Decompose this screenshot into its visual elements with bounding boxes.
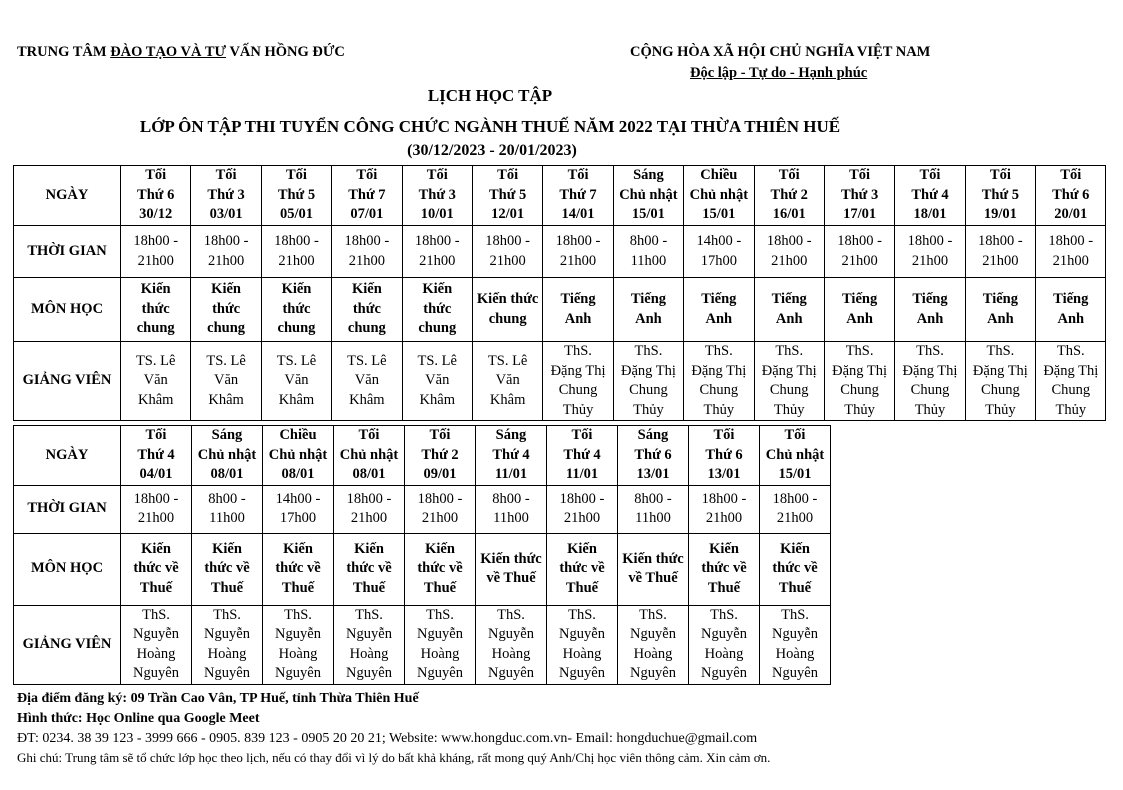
subject-cell: Tiếng Anh xyxy=(754,278,824,342)
day-cell: Sáng Chủ nhật 08/01 xyxy=(192,426,263,486)
day-cell: Tối Chủ nhật 08/01 xyxy=(334,426,405,486)
time-cell: 18h00 - 21h00 xyxy=(895,226,965,278)
row-teacher xyxy=(14,342,1106,421)
day-cell: Tối Thứ 7 07/01 xyxy=(332,166,402,226)
teacher-cell: TS. Lê Văn Khâm xyxy=(402,342,472,421)
footer-note: Ghi chú: Trung tâm sẽ tổ chức lớp học theo lịch, nếu có thay đổi vì lý do bất khả kháng, rất mong quý Anh/Chị học viên thông cảm. Xin cảm ơn. xyxy=(17,750,771,765)
teacher-cell: TS. Lê Văn Khâm xyxy=(332,342,402,421)
teacher-cell: ThS. Nguyễn Hoàng Nguyên xyxy=(121,605,192,684)
teacher-cell: ThS. Đặng Thị Chung Thủy xyxy=(824,342,894,421)
subject-cell: Tiếng Anh xyxy=(895,278,965,342)
time-cell: 14h00 - 17h00 xyxy=(684,226,754,278)
subject-cell: Kiến thức về Thuế xyxy=(405,533,476,605)
day-cell: Tối Thứ 4 18/01 xyxy=(895,166,965,226)
row-subject xyxy=(14,533,831,605)
time-cell: 18h00 - 21h00 xyxy=(334,485,405,533)
day-cell: Tối Chủ nhật 15/01 xyxy=(760,426,831,486)
teacher-cell: ThS. Đặng Thị Chung Thủy xyxy=(613,342,683,421)
day-cell: Tối Thứ 6 13/01 xyxy=(689,426,760,486)
teacher-cell: ThS. Đặng Thị Chung Thủy xyxy=(754,342,824,421)
teacher-cell: ThS. Nguyễn Hoàng Nguyên xyxy=(760,605,831,684)
nation-heading: CỘNG HÒA XÃ HỘI CHỦ NGHĨA VIỆT NAM xyxy=(630,44,931,60)
study-format: Hình thức: Học Online qua Google Meet xyxy=(17,711,260,726)
subject-cell: Tiếng Anh xyxy=(965,278,1035,342)
org-name-prefix: TRUNG TÂM xyxy=(17,44,111,60)
subject-cell: Kiến thức về Thuế xyxy=(263,533,334,605)
teacher-cell: ThS. Đặng Thị Chung Thủy xyxy=(1036,342,1106,421)
teacher-cell: ThS. Nguyễn Hoàng Nguyên xyxy=(192,605,263,684)
row-time xyxy=(14,485,831,533)
subject-cell: Kiến thức chung xyxy=(191,278,261,342)
teacher-cell: ThS. Đặng Thị Chung Thủy xyxy=(895,342,965,421)
row-label-day: NGÀY xyxy=(14,426,121,486)
time-cell: 18h00 - 21h00 xyxy=(405,485,476,533)
time-cell: 18h00 - 21h00 xyxy=(472,226,542,278)
time-cell: 18h00 - 21h00 xyxy=(191,226,261,278)
teacher-cell: ThS. Đặng Thị Chung Thủy xyxy=(684,342,754,421)
date-range: (30/12/2023 - 20/01/2023) xyxy=(407,142,577,159)
row-subject xyxy=(14,278,1106,342)
time-cell: 18h00 - 21h00 xyxy=(543,226,613,278)
row-label-teacher: GIẢNG VIÊN xyxy=(14,605,121,684)
time-cell: 8h00 - 11h00 xyxy=(192,485,263,533)
day-cell: Tối Thứ 4 04/01 xyxy=(121,426,192,486)
subject-cell: Tiếng Anh xyxy=(824,278,894,342)
row-label-time: THỜI GIAN xyxy=(14,226,121,278)
day-cell: Chiều Chủ nhật 08/01 xyxy=(263,426,334,486)
day-cell: Chiều Chủ nhật 15/01 xyxy=(684,166,754,226)
day-cell: Sáng Thứ 4 11/01 xyxy=(476,426,547,486)
teacher-cell: ThS. Nguyễn Hoàng Nguyên xyxy=(476,605,547,684)
row-label-subject: MÔN HỌC xyxy=(14,278,121,342)
teacher-cell: TS. Lê Văn Khâm xyxy=(472,342,542,421)
schedule-table-1 xyxy=(13,165,1106,421)
subject-cell: Kiến thức về Thuế xyxy=(334,533,405,605)
subject-cell: Kiến thức về Thuế xyxy=(121,533,192,605)
teacher-cell: ThS. Nguyễn Hoàng Nguyên xyxy=(405,605,476,684)
day-cell: Tối Thứ 3 03/01 xyxy=(191,166,261,226)
subject-cell: Kiến thức chung xyxy=(121,278,191,342)
day-cell: Tối Thứ 6 30/12 xyxy=(121,166,191,226)
organization-name xyxy=(17,44,345,61)
time-cell: 18h00 - 21h00 xyxy=(121,485,192,533)
row-label-time: THỜI GIAN xyxy=(14,485,121,533)
time-cell: 18h00 - 21h00 xyxy=(689,485,760,533)
time-cell: 18h00 - 21h00 xyxy=(754,226,824,278)
subject-cell: Tiếng Anh xyxy=(684,278,754,342)
teacher-cell: TS. Lê Văn Khâm xyxy=(121,342,191,421)
teacher-cell: TS. Lê Văn Khâm xyxy=(261,342,331,421)
day-cell: Tối Thứ 3 17/01 xyxy=(824,166,894,226)
day-cell: Tối Thứ 5 19/01 xyxy=(965,166,1035,226)
teacher-cell: ThS. Nguyễn Hoàng Nguyên xyxy=(334,605,405,684)
subject-cell: Kiến thức chung xyxy=(472,278,542,342)
time-cell: 18h00 - 21h00 xyxy=(332,226,402,278)
time-cell: 14h00 - 17h00 xyxy=(263,485,334,533)
day-cell: Tối Thứ 5 05/01 xyxy=(261,166,331,226)
org-name-suffix: VẤN HỒNG ĐỨC xyxy=(226,44,345,60)
time-cell: 18h00 - 21h00 xyxy=(760,485,831,533)
time-cell: 8h00 - 11h00 xyxy=(476,485,547,533)
time-cell: 8h00 - 11h00 xyxy=(618,485,689,533)
subject-cell: Kiến thức chung xyxy=(261,278,331,342)
teacher-cell: TS. Lê Văn Khâm xyxy=(191,342,261,421)
teacher-cell: ThS. Đặng Thị Chung Thủy xyxy=(543,342,613,421)
teacher-cell: ThS. Nguyễn Hoàng Nguyên xyxy=(263,605,334,684)
row-time xyxy=(14,226,1106,278)
time-cell: 18h00 - 21h00 xyxy=(547,485,618,533)
time-cell: 8h00 - 11h00 xyxy=(613,226,683,278)
document-title: LỊCH HỌC TẬP xyxy=(427,86,553,105)
time-cell: 18h00 - 21h00 xyxy=(402,226,472,278)
day-cell: Tối Thứ 4 11/01 xyxy=(547,426,618,486)
row-label-day: NGÀY xyxy=(14,166,121,226)
day-cell: Tối Thứ 6 20/01 xyxy=(1036,166,1106,226)
teacher-cell: ThS. Nguyễn Hoàng Nguyên xyxy=(618,605,689,684)
day-cell: Tối Thứ 7 14/01 xyxy=(543,166,613,226)
subject-cell: Kiến thức về Thuế xyxy=(760,533,831,605)
row-label-subject: MÔN HỌC xyxy=(14,533,121,605)
teacher-cell: ThS. Nguyễn Hoàng Nguyên xyxy=(689,605,760,684)
day-cell: Sáng Thứ 6 13/01 xyxy=(618,426,689,486)
subject-cell: Kiến thức về Thuế xyxy=(476,533,547,605)
registration-address: Địa điểm đăng ký: 09 Trần Cao Vân, TP Huế, tỉnh Thừa Thiên Huế xyxy=(17,691,419,706)
day-cell: Tối Thứ 2 16/01 xyxy=(754,166,824,226)
teacher-cell: ThS. Đặng Thị Chung Thủy xyxy=(965,342,1035,421)
day-cell: Tối Thứ 3 10/01 xyxy=(402,166,472,226)
subject-cell: Kiến thức về Thuế xyxy=(689,533,760,605)
time-cell: 18h00 - 21h00 xyxy=(824,226,894,278)
row-teacher xyxy=(14,605,831,684)
schedule-table-2 xyxy=(13,425,831,685)
subject-cell: Kiến thức về Thuế xyxy=(547,533,618,605)
time-cell: 18h00 - 21h00 xyxy=(965,226,1035,278)
document-subtitle: LỚP ÔN TẬP THI TUYỂN CÔNG CHỨC NGÀNH THUẾ NĂM 2022 TẠI THỪA THIÊN HUẾ xyxy=(139,117,841,136)
day-cell: Tối Thứ 2 09/01 xyxy=(405,426,476,486)
subject-cell: Tiếng Anh xyxy=(543,278,613,342)
time-cell: 18h00 - 21h00 xyxy=(261,226,331,278)
day-cell: Tối Thứ 5 12/01 xyxy=(472,166,542,226)
contact-info: ĐT: 0234. 38 39 123 - 3999 666 - 0905. 839 123 - 0905 20 20 21; Website: www.hongduc.com.vn- Email: hongduchue@gmail.com xyxy=(17,731,758,746)
subject-cell: Kiến thức về Thuế xyxy=(192,533,263,605)
subject-cell: Kiến thức chung xyxy=(332,278,402,342)
row-day xyxy=(14,426,831,486)
row-day xyxy=(14,166,1106,226)
subject-cell: Kiến thức chung xyxy=(402,278,472,342)
subject-cell: Kiến thức về Thuế xyxy=(618,533,689,605)
time-cell: 18h00 - 21h00 xyxy=(121,226,191,278)
org-name-underlined: ĐÀO TẠO VÀ TƯ xyxy=(110,44,227,60)
subject-cell: Tiếng Anh xyxy=(613,278,683,342)
time-cell: 18h00 - 21h00 xyxy=(1036,226,1106,278)
day-cell: Sáng Chủ nhật 15/01 xyxy=(613,166,683,226)
row-label-teacher: GIẢNG VIÊN xyxy=(14,342,121,421)
nation-motto: Độc lập - Tự do - Hạnh phúc xyxy=(690,65,868,81)
subject-cell: Tiếng Anh xyxy=(1036,278,1106,342)
teacher-cell: ThS. Nguyễn Hoàng Nguyên xyxy=(547,605,618,684)
